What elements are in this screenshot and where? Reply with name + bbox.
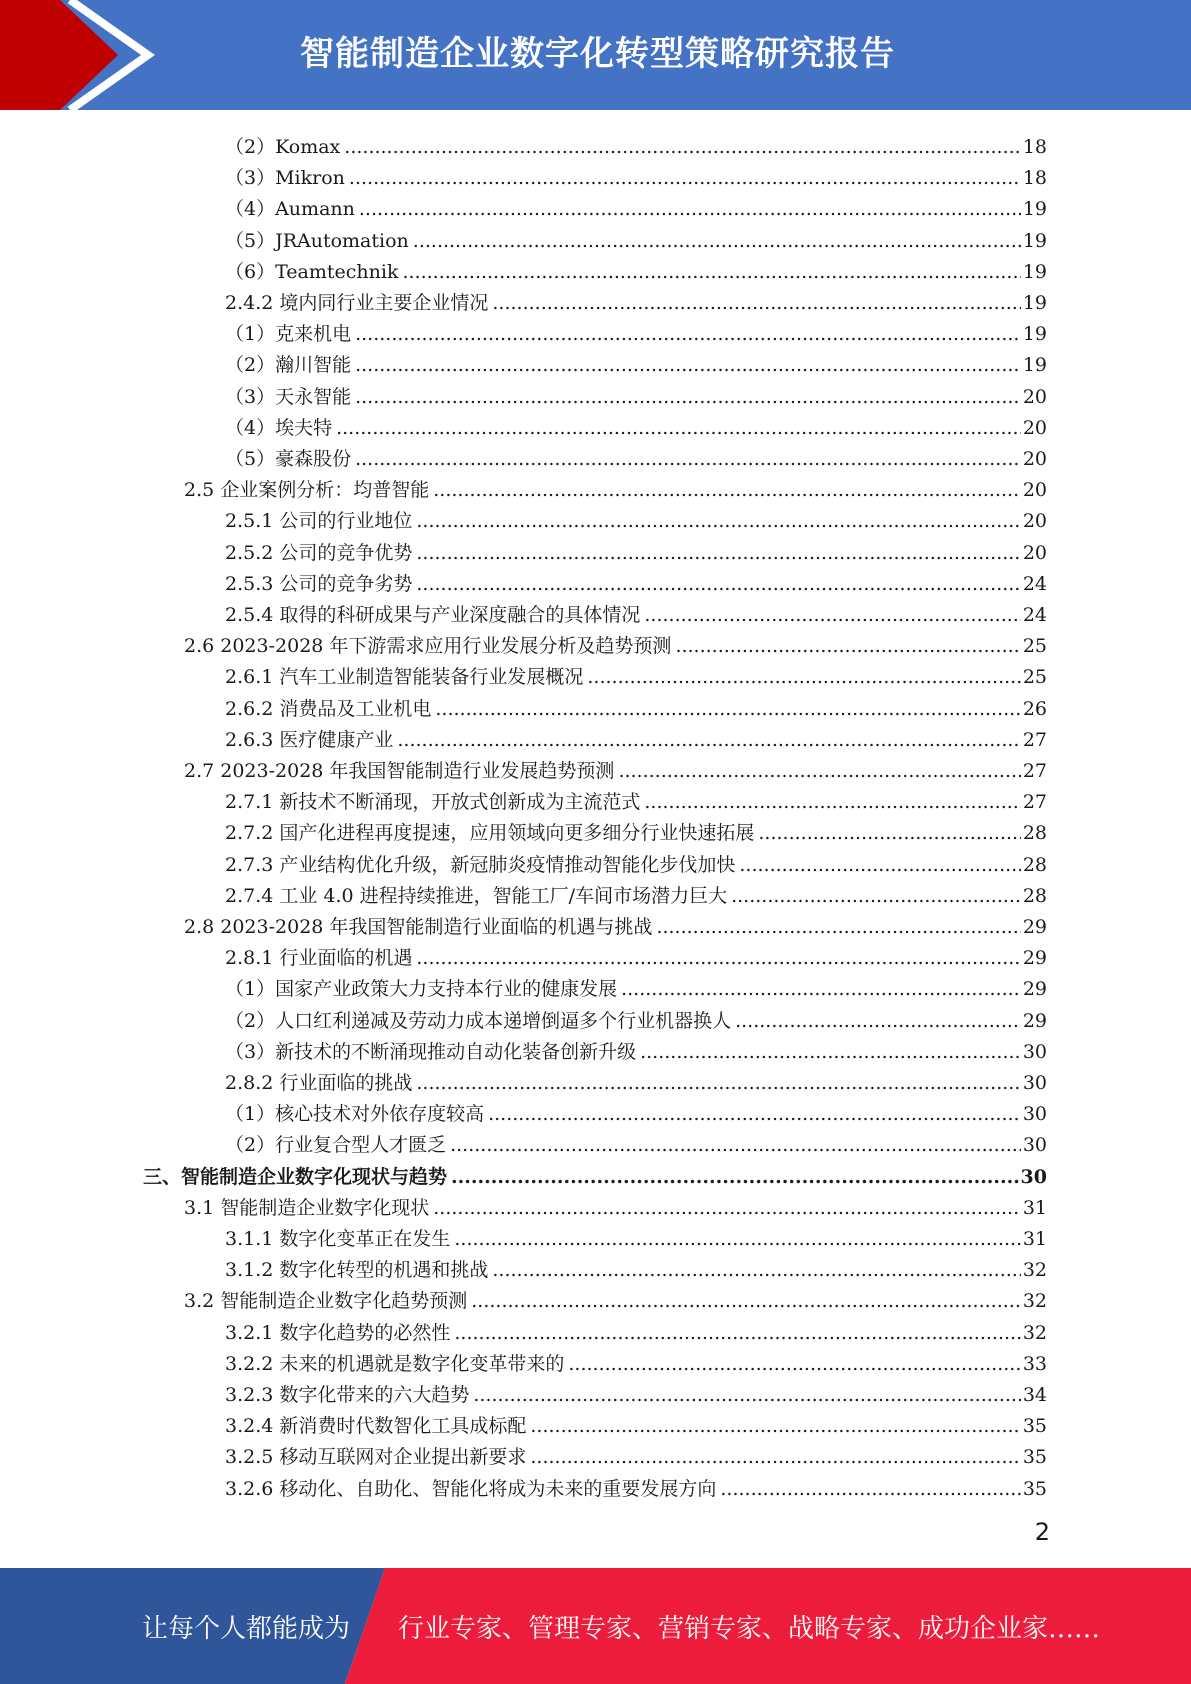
toc-entry-label: 3.2.4 新消费时代数智化工具成标配 (225, 1415, 527, 1438)
toc-dot-leader (416, 541, 1020, 565)
toc-dot-leader (618, 759, 1020, 783)
toc-entry[interactable] (225, 440, 1047, 471)
toc-dot-leader (530, 1414, 1020, 1438)
toc-entry-label: 3.1.1 数字化变革正在发生 (225, 1228, 451, 1250)
toc-dot-leader (416, 509, 1020, 533)
toc-entry-page: 30 (1022, 1134, 1047, 1157)
toc-entry-label: 3.2.6 移动化、自助化、智能化将成为未来的重要发展方向 (225, 1477, 717, 1500)
toc-dot-leader (349, 166, 1021, 190)
toc-dot-leader (355, 385, 1021, 409)
toc-entry[interactable] (225, 253, 1047, 284)
toc-entry-page: 20 (1022, 385, 1047, 408)
toc-entry[interactable] (225, 1251, 1047, 1282)
toc-entry[interactable] (184, 1189, 1047, 1220)
toc-entry-page: 33 (1022, 1352, 1047, 1375)
toc-entry-label: （3）Mikron (225, 167, 345, 190)
toc-entry[interactable] (225, 1095, 1047, 1126)
toc-entry-label: （5）豪森股份 (225, 448, 352, 470)
toc-entry-page: 18 (1022, 167, 1047, 190)
toc-entry-page: 27 (1022, 791, 1047, 814)
toc-entry[interactable] (225, 409, 1047, 440)
toc-entry-label: （5）JRAutomation (225, 229, 409, 252)
toc-entry[interactable] (184, 752, 1047, 783)
toc-entry-page: 25 (1022, 666, 1047, 689)
toc-entry[interactable] (225, 596, 1047, 627)
toc-entry[interactable] (225, 502, 1047, 533)
page-number: 2 (1034, 1518, 1050, 1546)
toc-entry-label: 2.8.1 行业面临的机遇 (225, 947, 413, 970)
toc-entry-label: （2）瀚川智能 (225, 354, 352, 377)
toc-entry[interactable] (184, 908, 1047, 939)
toc-entry[interactable] (225, 159, 1047, 190)
toc-dot-leader (433, 1196, 1021, 1220)
toc-entry[interactable] (225, 190, 1047, 221)
toc-entry-page: 29 (1022, 978, 1047, 1001)
toc-entry-page: 20 (1022, 416, 1047, 439)
toc-entry-label: （3）新技术的不断涌现推动自动化装备创新升级 (225, 1040, 637, 1063)
toc-entry-page: 24 (1022, 572, 1047, 595)
toc-entry[interactable] (225, 877, 1047, 908)
toc-entry-label: 2.5.1 公司的行业地位 (225, 510, 413, 533)
toc-entry-page: 35 (1022, 1415, 1047, 1438)
toc-entry-page: 28 (1022, 822, 1047, 845)
toc-entry[interactable] (225, 534, 1047, 565)
toc-dot-leader (587, 665, 1020, 689)
toc-entry-page: 28 (1022, 884, 1047, 907)
toc-entry[interactable] (184, 627, 1047, 658)
footer-slogan-right: 行业专家、管理专家、营销专家、战略专家、成功企业家…… (398, 1614, 1101, 1644)
toc-dot-leader (416, 572, 1020, 596)
toc-dot-leader (402, 260, 1020, 284)
toc-entry-page: 19 (1022, 198, 1047, 221)
toc-dot-leader (416, 946, 1020, 970)
toc-entry-label: 2.7.2 国产化进程再度提速，应用领域向更多细分行业快速拓展 (225, 822, 755, 845)
toc-entry[interactable] (225, 1002, 1047, 1033)
toc-entry-page: 30 (1022, 1103, 1047, 1126)
toc-entry-label: 2.8.2 行业面临的挑战 (225, 1072, 413, 1094)
toc-entry-page: 31 (1022, 1196, 1047, 1219)
toc-entry-label: 2.6 2023-2028 年下游需求应用行业发展分析及趋势预测 (184, 635, 672, 658)
toc-entry-page: 19 (1022, 229, 1047, 252)
toc-entry[interactable] (225, 1033, 1047, 1064)
toc-entry-page: 27 (1022, 760, 1047, 782)
toc-entry-page: 20 (1022, 541, 1047, 564)
toc-entry-page: 34 (1022, 1384, 1047, 1406)
toc-dot-leader (739, 853, 1020, 877)
toc-dot-leader (450, 1133, 1021, 1157)
toc-entry-label: （2）行业复合型人才匮乏 (225, 1134, 447, 1157)
toc-entry-page: 27 (1022, 728, 1047, 751)
toc-entry-label: （3）天永智能 (225, 385, 352, 408)
toc-entry[interactable] (225, 690, 1047, 721)
toc-entry-page: 26 (1022, 697, 1047, 720)
toc-entry-label: （6）Teamtechnik (225, 260, 399, 283)
toc-entry-label: （1）克来机电 (225, 323, 352, 346)
toc-entry-page: 29 (1022, 947, 1047, 970)
toc-entry-label: 2.7.3 产业结构优化升级，新冠肺炎疫情推动智能化步伐加快 (225, 853, 736, 876)
toc-entry-page: 19 (1022, 260, 1047, 283)
toc-entry[interactable] (225, 814, 1047, 845)
report-title: 智能制造企业数字化转型策略研究报告 (300, 34, 895, 74)
toc-entry[interactable] (225, 783, 1047, 814)
toc-entry-page: 29 (1022, 1009, 1047, 1032)
toc-dot-leader (416, 1071, 1020, 1095)
toc-dot-leader (344, 135, 1021, 159)
toc-entry[interactable] (225, 1376, 1047, 1407)
toc-dot-leader (355, 353, 1021, 377)
toc-entry-page: 30 (1022, 1040, 1047, 1063)
toc-dot-leader (492, 291, 1020, 315)
toc-entry-label: （2）Komax (225, 136, 341, 158)
toc-dot-leader (644, 790, 1020, 814)
toc-dot-leader (488, 1102, 1021, 1126)
toc-dot-leader (397, 728, 1020, 752)
toc-dot-leader (640, 1040, 1021, 1064)
toc-dot-leader (731, 884, 1021, 908)
toc-entry-label: （4）Aumann (225, 198, 355, 221)
toc-entry[interactable] (225, 284, 1047, 315)
toc-dot-leader (355, 322, 1021, 346)
toc-entry-label: 2.5.3 公司的竞争劣势 (225, 572, 413, 595)
toc-entry-label: 3.2 智能制造企业数字化趋势预测 (184, 1290, 468, 1313)
toc-dot-leader (471, 1289, 1021, 1313)
page-header (0, 0, 1191, 110)
toc-entry[interactable] (143, 1158, 1047, 1189)
toc-entry[interactable] (225, 1345, 1047, 1376)
toc-entry-label: 三、智能制造企业数字化现状与趋势 (143, 1165, 448, 1188)
toc-entry-label: （1）国家产业政策大力支持本行业的健康发展 (225, 978, 618, 1001)
toc-entry-page: 20 (1022, 448, 1047, 470)
toc-entry-page: 28 (1022, 853, 1047, 876)
toc-dot-leader (492, 1258, 1020, 1282)
toc-entry[interactable] (225, 970, 1047, 1001)
toc-entry-label: （2）人口红利递减及劳动力成本递增倒逼多个行业机器换人 (225, 1009, 732, 1032)
toc-dot-leader (530, 1445, 1020, 1469)
toc-entry-label: 2.5 企业案例分析：均普智能 (184, 479, 430, 502)
toc-entry-page: 32 (1022, 1259, 1047, 1282)
toc-entry-page: 29 (1022, 916, 1047, 938)
toc-entry-label: 2.5.4 取得的科研成果与产业深度融合的具体情况 (225, 604, 641, 626)
toc-entry[interactable] (225, 939, 1047, 970)
toc-entry[interactable] (225, 1064, 1047, 1095)
toc-dot-leader (454, 1227, 1020, 1251)
toc-entry[interactable] (225, 658, 1047, 689)
toc-entry[interactable] (225, 1407, 1047, 1438)
toc-entry-page: 24 (1022, 604, 1047, 626)
toc-dot-leader (720, 1477, 1020, 1501)
toc-entry-label: 3.2.5 移动互联网对企业提出新要求 (225, 1446, 527, 1469)
toc-entry[interactable] (225, 1126, 1047, 1157)
toc-entry-label: 3.2.3 数字化带来的六大趋势 (225, 1384, 470, 1406)
toc-entry-label: 2.7.4 工业 4.0 进程持续推进，智能工厂/车间市场潜力巨大 (225, 884, 728, 907)
toc-entry-label: 2.7.1 新技术不断涌现，开放式创新成为主流范式 (225, 791, 641, 814)
page-footer (0, 1568, 1191, 1684)
toc-entry-label: 2.6.1 汽车工业制造智能装备行业发展概况 (225, 666, 584, 689)
toc-entry-page: 19 (1022, 292, 1047, 314)
toc-entry-page: 20 (1022, 510, 1047, 533)
toc-dot-leader (336, 416, 1021, 440)
toc-dot-leader (451, 1165, 1019, 1189)
toc-entry-label: 3.1.2 数字化转型的机遇和挑战 (225, 1259, 489, 1282)
toc-entry[interactable] (184, 1282, 1047, 1313)
toc-dot-leader (621, 977, 1021, 1001)
toc-entry-label: 2.6.3 医疗健康产业 (225, 728, 394, 751)
toc-dot-leader (454, 1321, 1020, 1345)
toc-dot-leader (675, 634, 1020, 658)
toc-entry[interactable] (225, 378, 1047, 409)
toc-entry-page: 20 (1022, 479, 1047, 502)
toc-entry[interactable] (225, 846, 1047, 877)
toc-dot-leader (735, 1009, 1021, 1033)
toc-entry-label: 2.8 2023-2028 年我国智能制造行业面临的机遇与挑战 (184, 916, 653, 938)
toc-entry[interactable] (225, 1314, 1047, 1345)
toc-entry[interactable] (225, 346, 1047, 377)
toc-entry[interactable] (225, 315, 1047, 346)
header-arrow-decoration (0, 0, 160, 110)
toc-entry-label: （4）埃夫特 (225, 416, 333, 439)
toc-entry[interactable] (225, 1438, 1047, 1469)
toc-entry-label: 3.2.1 数字化趋势的必然性 (225, 1321, 451, 1344)
toc-entry-page: 19 (1022, 323, 1047, 346)
toc-entry-page: 19 (1022, 354, 1047, 377)
toc-dot-leader (473, 1383, 1020, 1407)
toc-entry-page: 18 (1022, 136, 1047, 158)
toc-entry[interactable] (225, 721, 1047, 752)
toc-entry[interactable] (184, 471, 1047, 502)
toc-entry-page: 32 (1022, 1321, 1047, 1344)
footer-slogan-left: 让每个人都能成为 (142, 1614, 351, 1644)
toc-entry[interactable] (225, 1220, 1047, 1251)
toc-dot-leader (413, 229, 1021, 253)
toc-entry[interactable] (225, 222, 1047, 253)
toc-entry-page: 35 (1022, 1477, 1047, 1500)
toc-entry-page: 35 (1022, 1446, 1047, 1469)
toc-dot-leader (568, 1352, 1020, 1376)
toc-entry[interactable] (225, 128, 1047, 159)
toc-entry-page: 25 (1022, 635, 1047, 658)
toc-entry[interactable] (225, 1470, 1047, 1501)
toc-entry-label: （1）核心技术对外依存度较高 (225, 1103, 485, 1126)
toc-dot-leader (359, 197, 1021, 221)
toc-entry-page: 30 (1020, 1165, 1047, 1188)
toc-entry[interactable] (225, 565, 1047, 596)
toc-entry-page: 32 (1022, 1290, 1047, 1313)
toc-entry-label: 2.5.2 公司的竞争优势 (225, 541, 413, 564)
toc-entry-label: 2.4.2 境内同行业主要企业情况 (225, 292, 489, 314)
toc-entry-page: 31 (1022, 1228, 1047, 1250)
toc-entry-label: 2.6.2 消费品及工业机电 (225, 697, 432, 720)
toc-dot-leader (433, 478, 1021, 502)
toc-entry-label: 3.1 智能制造企业数字化现状 (184, 1196, 430, 1219)
toc-entry-page: 30 (1022, 1072, 1047, 1094)
toc-dot-leader (355, 447, 1021, 471)
toc-dot-leader (644, 603, 1020, 627)
toc-entry-label: 3.2.2 未来的机遇就是数字化变革带来的 (225, 1352, 565, 1375)
toc-dot-leader (758, 821, 1020, 845)
toc-dot-leader (656, 915, 1020, 939)
toc-dot-leader (435, 697, 1020, 721)
toc-entry-label: 2.7 2023-2028 年我国智能制造行业发展趋势预测 (184, 760, 615, 782)
